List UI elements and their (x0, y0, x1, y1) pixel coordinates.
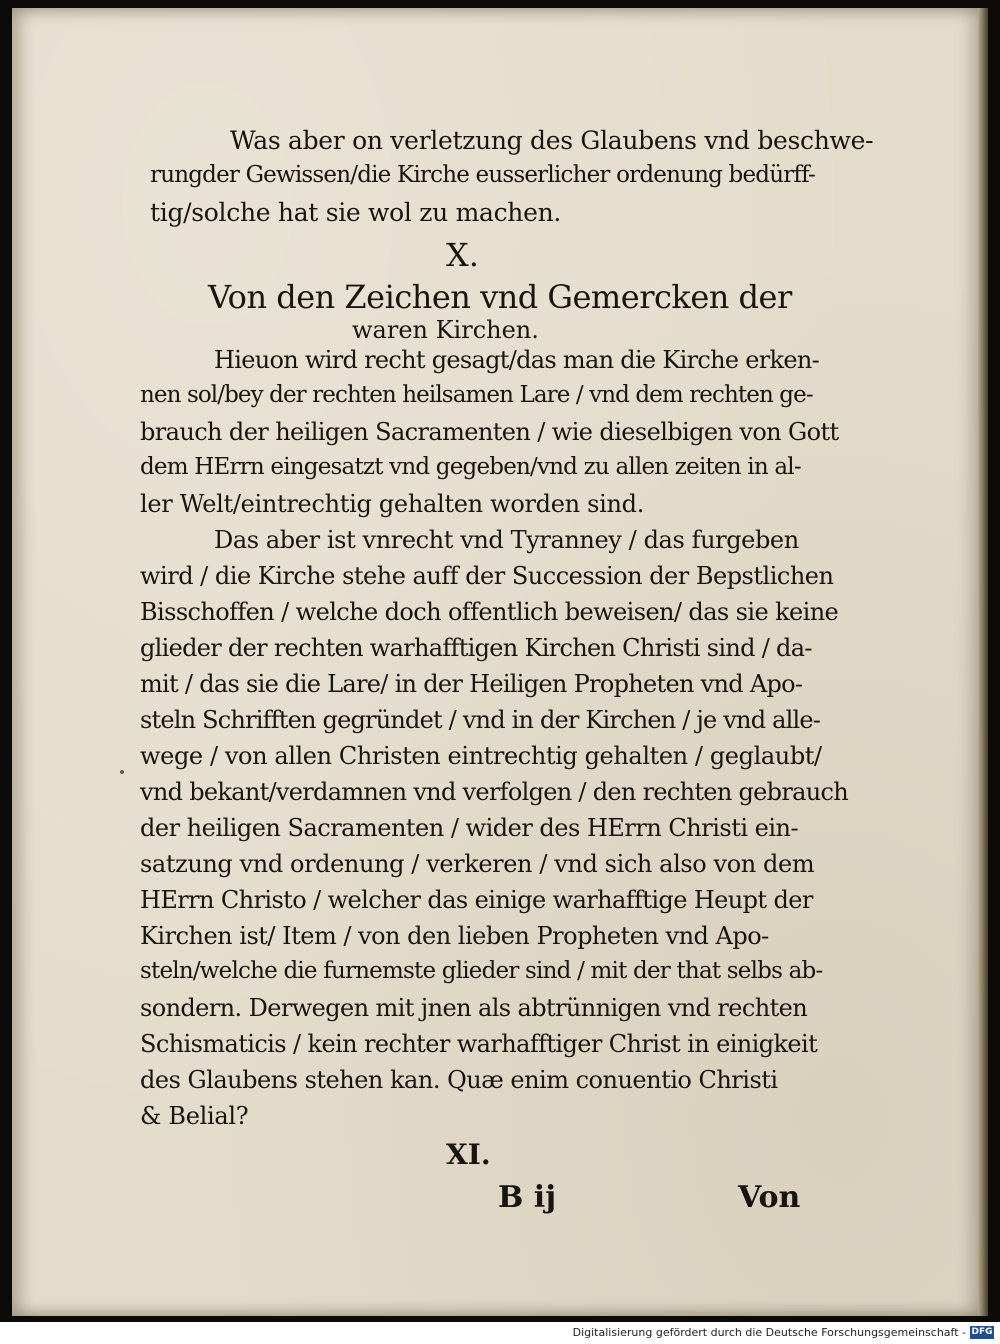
page-edge-shadow (978, 8, 988, 1316)
text-line: steln Schrifften gegründet / vnd in der Kirchen / je vnd alle- (140, 706, 821, 734)
text-line: & Belial? (140, 1102, 249, 1130)
text-line: wird / die Kirche stehe auff der Succession der Bepstlichen (140, 562, 834, 590)
text-line: wege / von allen Christen eintrechtig gehalten / geglaubt/ (140, 742, 822, 770)
text-line: dem HErrn eingesatzt vnd gegeben/vnd zu allen zeiten in al- (140, 454, 801, 480)
signature-mark: B ij (498, 1180, 557, 1215)
footer-bar (0, 1322, 1000, 1344)
book-page (12, 8, 988, 1316)
text-line: Schismaticis / kein rechter warhafftiger Christ in einigkeit (140, 1030, 818, 1058)
text-line: rungder Gewissen/die Kirche eusserlicher ordenung bedürff- (150, 162, 815, 188)
next-section-number: XI. (446, 1138, 491, 1171)
catchword: Von (738, 1180, 801, 1215)
text-line: sondern. Derwegen mit jnen als abtrünnigen vnd rechten (140, 994, 808, 1022)
paper-speck (120, 770, 124, 774)
text-line: der heiligen Sacramenten / wider des HErrn Christi ein- (140, 814, 799, 842)
text-line: tig/solche hat sie wol zu machen. (150, 198, 562, 227)
text-line: ler Welt/eintrechtig gehalten worden sind. (140, 490, 645, 518)
text-line: nen sol/bey der rechten heilsamen Lare / vnd dem rechten ge- (140, 382, 813, 408)
text-line: Bisschoffen / welche doch offentlich beweisen/ das sie keine (140, 598, 839, 626)
section-subtitle: waren Kirchen. (352, 316, 539, 344)
section-title: Von den Zeichen vnd Gemercken der (208, 278, 792, 316)
text-line: brauch der heiligen Sacramenten / wie dieselbigen von Gott (140, 418, 839, 446)
text-line: glieder der rechten warhafftigen Kirchen Christi sind / da- (140, 634, 812, 662)
text-line: Hieuon wird recht gesagt/das man die Kirche erken- (214, 346, 820, 374)
text-line: mit / das sie die Lare/ in der Heiligen Propheten vnd Apo- (140, 670, 803, 698)
funding-credit: Digitalisierung gefördert durch die Deutsche Forschungsgemeinschaft - (572, 1326, 966, 1339)
dfg-logo-icon: DFG (971, 1327, 993, 1337)
section-number: X. (446, 236, 479, 274)
text-line: HErrn Christo / welcher das einige warhafftige Heupt der (140, 886, 813, 914)
text-line: Was aber on verletzung des Glaubens vnd beschwe- (230, 126, 874, 155)
text-line: satzung vnd ordenung / verkeren / vnd sich also von dem (140, 850, 815, 878)
text-line: steln/welche die furnemste glieder sind / mit der that selbs ab- (140, 958, 823, 984)
text-line: des Glaubens stehen kan. Quæ enim conuentio Christi (140, 1066, 778, 1094)
text-line: Kirchen ist/ Item / von den lieben Propheten vnd Apo- (140, 922, 769, 950)
text-line: vnd bekant/verdamnen vnd verfolgen / den rechten gebrauch (140, 778, 848, 806)
text-line: Das aber ist vnrecht vnd Tyranney / das furgeben (214, 526, 799, 554)
